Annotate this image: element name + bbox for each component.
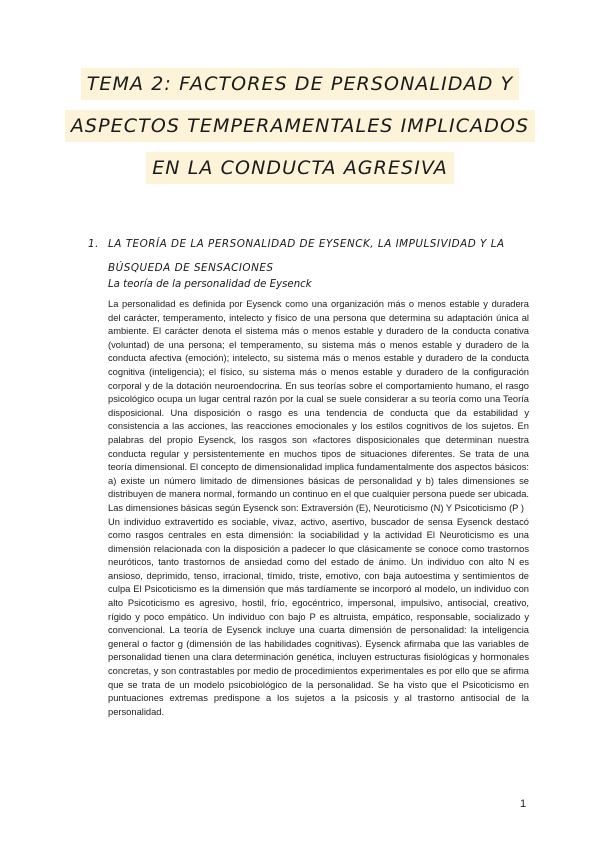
title-line-3: EN LA CONDUCTA AGRESIVA bbox=[146, 152, 454, 184]
section-number: 1. bbox=[88, 238, 99, 250]
paragraph: La personalidad es definida por Eysenck como una organización más o menos estable y duradera del carácter, temperamento, intelecto y físico de una persona que determina su adaptación única al ambiente. El carácter denota el sistema más o menos estable y duradero de la conducta conativa (voluntad) de una persona; el temperamento, su sistema más o menos estable y duradero de la conducta afectiva (emoción); intelecto, su sistema más o menos estable y duradero de la conducta cognitiva (inteligencia); el físico, su sistema más o menos estable y duradero de la configuración corporal y de la dotación neuroendocrina. En sus teorías sobre el comportamiento humano, el rasgo psicológico ocupa un lugar central razón por la cual se suele considerar a su teoría como una Teoría disposicional. Una disposición o rasgo es una tendencia de conducta que da estabilidad y consistencia a las acciones, las reacciones emocionales y los estilos cognitivos de los sujetos. En palabras del propio Eysenck, los rasgos son «factores disposicionales que determinan nuestra conducta regular y persistentemente en muchos tipos de situaciones diferentes. Se trata de una teoría dimensional. El concepto de dimensionalidad implica fundamentalmente dos aspectos básicos: a) existe un número limitado de dimensiones básicas de personalidad y b) tales dimensiones se distribuyen de manera normal, formando un continuo en el que cualquier persona puede ser ubicada. Las dimensiones básicas según Eysenck son: Extraversión (E), Neuroticismo (N) Y Psicoticismo (P ) bbox=[108, 299, 529, 513]
section-heading-text: LA TEORÍA DE LA PERSONALIDAD DE EYSENCK, LA IMPULSIVIDAD Y LA BÚSQUEDA DE SENSACIONES bbox=[108, 238, 505, 274]
body-text bbox=[108, 298, 529, 719]
document-title bbox=[0, 68, 600, 194]
subsection-heading: La teoría de la personalidad de Eysenck bbox=[108, 279, 312, 290]
title-line-2: ASPECTOS TEMPERAMENTALES IMPLICADOS bbox=[65, 110, 535, 142]
paragraph: Un individuo extravertido es sociable, vivaz, activo, asertivo, buscador de sensa Eysenck destacó como rasgos centrales en esta dimensión: la sociabilidad y la actividad El Neuroticismo es una dimensión relacionada con la disposición a padecer lo que clásicamente se conoce como trastornos neuróticos, tanto trastornos de ansiedad como del estado de ánimo. Un individuo con alto N es ansioso, deprimido, tenso, irracional, tímido, triste, emotivo, con baja autoestima y sentimientos de culpa El Psicoticismo es la dimensión que más tardíamente se incorporó al modelo, un individuo con alto Psicoticismo es agresivo, hostil, frío, egocéntrico, impersonal, impulsivo, antisocial, creativo, rígido y poco empático. Un individuo con bajo P es altruista, empático, responsable, socializado y convencional. La teoría de Eysenck incluye una cuarta dimensión de personalidad: la inteligencia general o factor g (dimensión de las habilidades cognitivas). Eysenck afirmaba que las variables de personalidad tienen una clara determinación genética, incluyen estructuras fisiológicas y hormonales concretas, y son contrastables por medio de procedimientos experimentales es por ello que se afirma que se trata de un modelo psicobiológico de la personalidad. Se ha visto que el Psicoticismo en puntuaciones extremas predispone a los sujetos a la psicosis y al trastorno antisocial de la personalidad. bbox=[108, 516, 529, 717]
section-heading bbox=[88, 232, 518, 280]
page-number: 1 bbox=[520, 798, 527, 810]
title-line-1: TEMA 2: FACTORES DE PERSONALIDAD Y bbox=[81, 68, 520, 100]
